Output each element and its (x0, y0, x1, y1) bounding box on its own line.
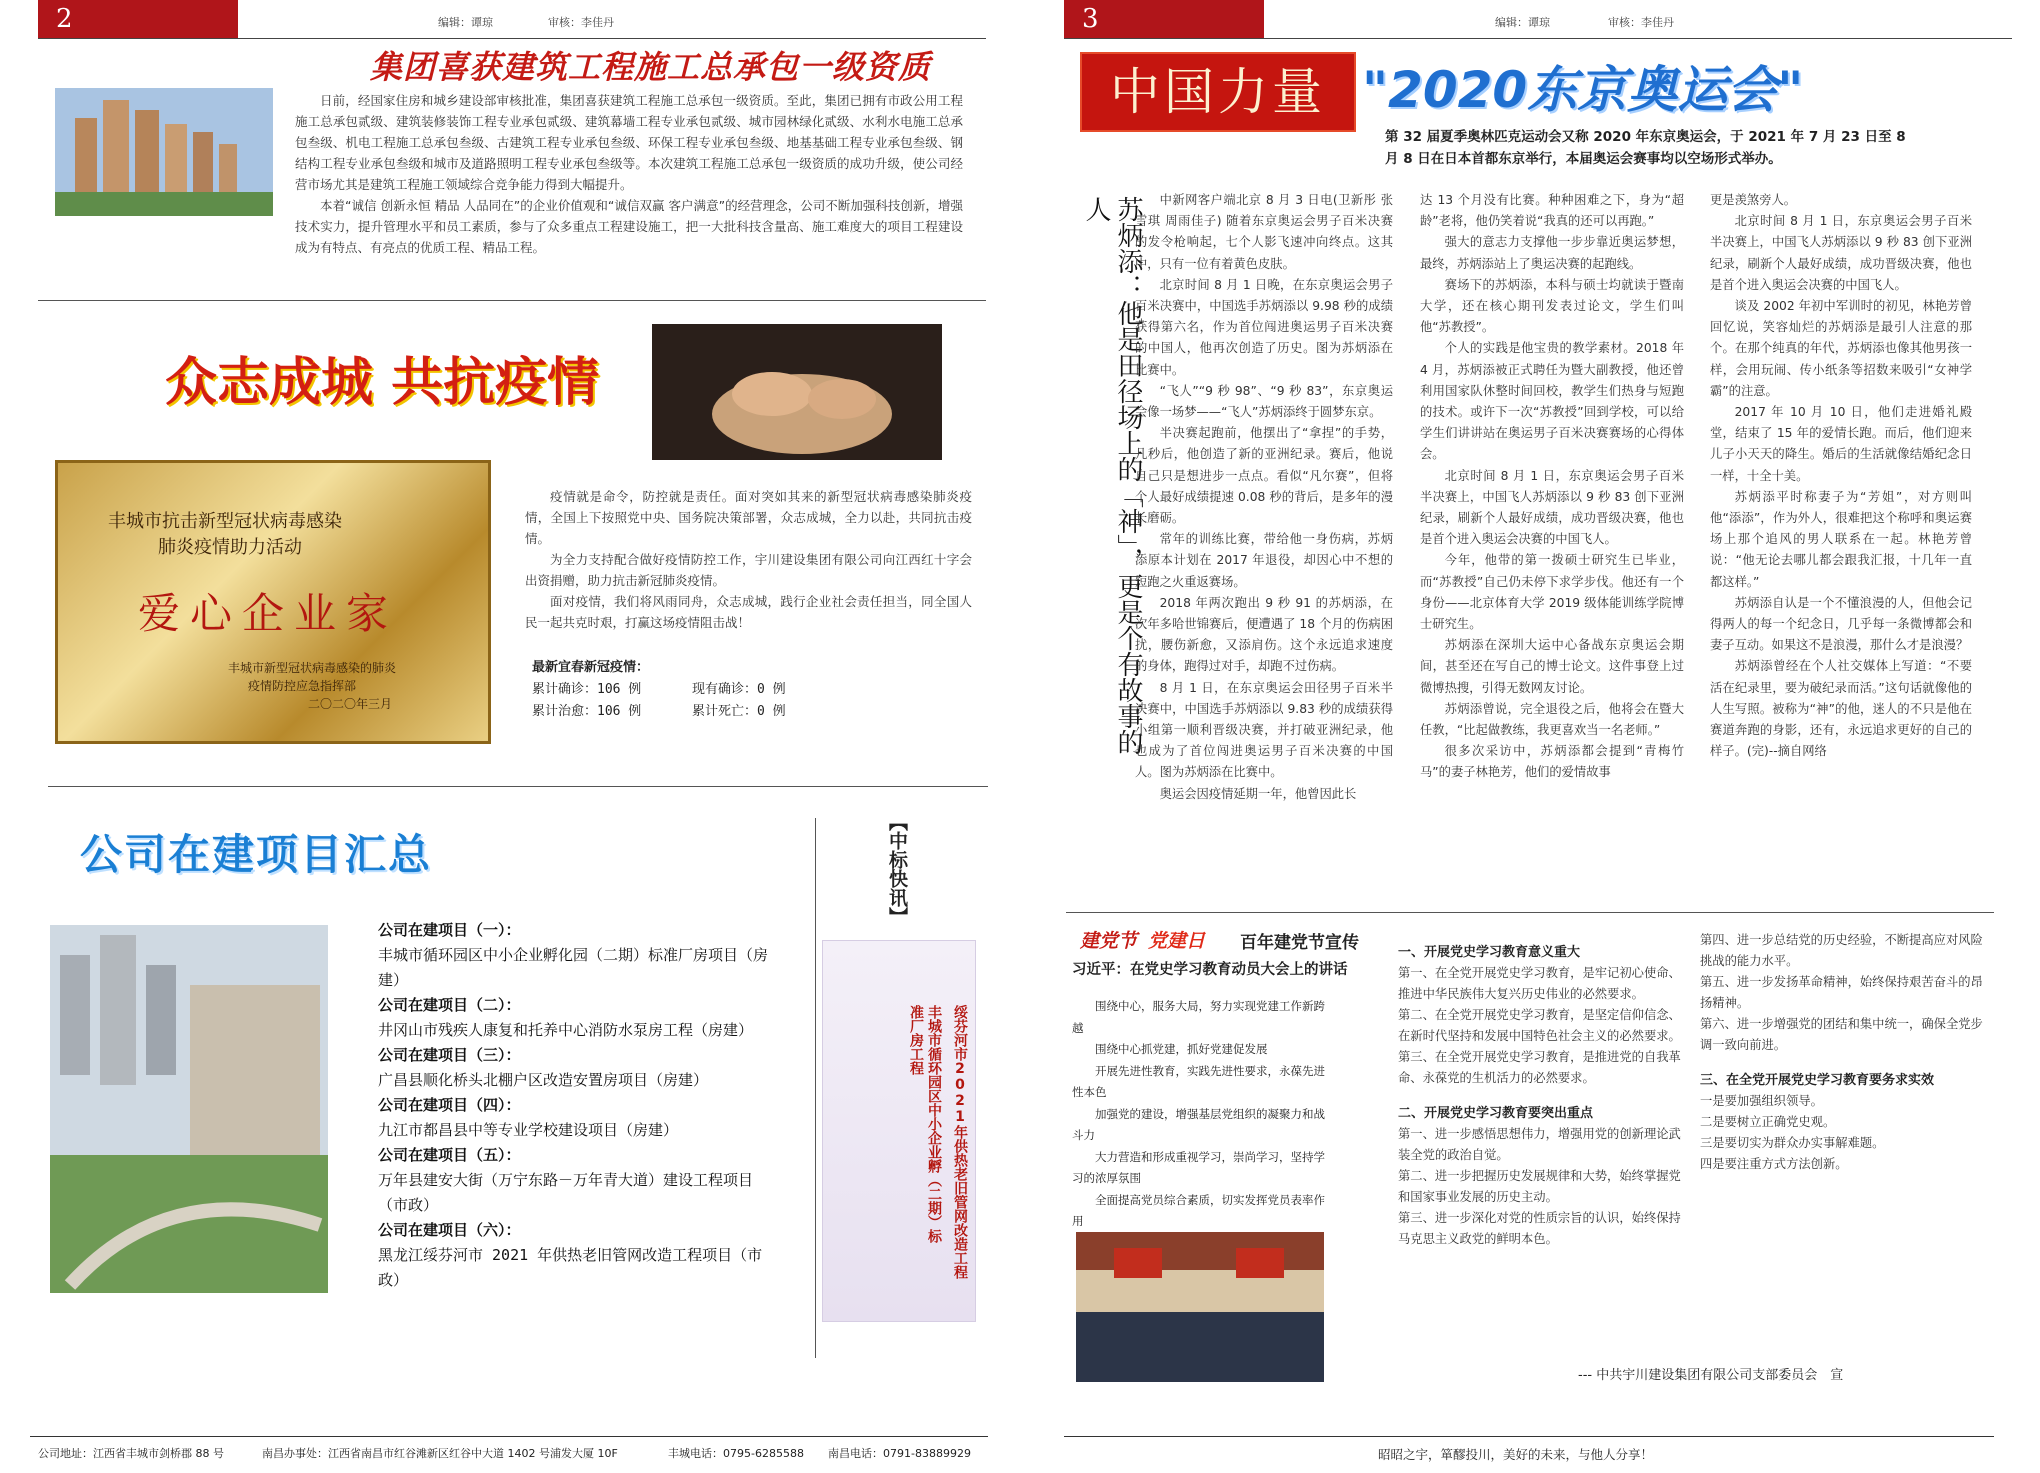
bid-news-box (822, 940, 976, 1322)
certificate-issuer: 疫情防控应急指挥部 (248, 679, 357, 693)
article-paragraph: 北京时间 8 月 1 日，东京奥运会男子百米半决赛上，中国飞人苏炳添以 9 秒 83 创下亚洲纪录，刷新个人最好成绩，成功晋级决赛，他也是首个进入奥运会决赛的中国飞人。 (1420, 468, 1684, 547)
certificate-issuer: 丰城市新型冠状病毒感染的肺炎 (228, 661, 397, 675)
project-body: 九江市都昌县中等专业学校建设项目（房建） (378, 1121, 679, 1139)
article-paragraph: 个人的实践是他宝贵的教学素材。2018 年 4 月，苏炳添被正式聘任为暨大副教授，他还曾利用国家队休整时间回校，教学生们热身与短跑的技术。或许下一次“苏教授”回到学校，可以给学生们讲讲站在奥运男子百米决赛赛场的心得体会。 (1420, 341, 1684, 462)
slogan-line: 全面提高党员综合素质，切实发挥党员表率作用 (1072, 1192, 1325, 1228)
bid-divider (815, 818, 816, 1358)
article-paragraph: 今年，他带的第一拨硕士研究生已毕业，而“苏教授”自己仍未停下求学步伐。他还有一个身份——北京体育大学 2019 级体能训练学院博士研究生。 (1420, 553, 1684, 632)
article-paragraph: 强大的意志力支撑他一步步靠近奥运梦想，最终，苏炳添站上了奥运决赛的起跑线。 (1420, 235, 1684, 271)
header-rule-right (1064, 38, 2012, 39)
article-paragraph: 很多次采访中，苏炳添都会提到“青梅竹马”的妻子林艳芳，他们的爱情故事 (1420, 744, 1684, 780)
article-paragraph: 谈及 2002 年初中军训时的初见，林艳芳曾回忆说，笑容灿烂的苏炳添是最引人注意的那个。在那个纯真的年代，苏炳添也像其他男孩一样，会用玩闹、传小纸条等招数来吸引“女神学霸”的注意。 (1710, 299, 1972, 398)
article-column-2 (1420, 190, 1684, 784)
footer-slogan: 昭昭之宇，箪醪投川，美好的未来，与他人分享！ (1378, 1447, 1654, 1462)
qualification-body (295, 90, 963, 258)
project-body: 万年县建安大街（万宁东路－万年青大道）建设工程项目 （市政） (378, 1171, 754, 1214)
article-paragraph: 更是羡煞旁人。 (1710, 193, 1797, 207)
party-signature: --- 中共宇川建设集团有限公司支部委员会 宣 (1578, 1368, 1844, 1383)
building-photo (55, 88, 273, 216)
epidemic-paragraph: 疫情就是命令，防控就是责任。面对突如其来的新型冠状病毒感染肺炎疫情，全国上下按照党中央、国务院决策部署，众志成城，全力以赴，共同抗击疫情。 (525, 489, 972, 546)
speech-col-2 (1700, 930, 1988, 1175)
article-paragraph: 达 13 个月没有比赛。种种困难之下，身为“超龄”老将，他仍笑着说“我真的还可以再跑。” (1420, 193, 1684, 229)
bid-item: 丰城市循环园区中小企业孵（二期）标准厂房工程 (908, 1005, 942, 1243)
projects-title: 公司在建项目汇总 (80, 830, 433, 879)
slogan-line: 围绕中心抓党建，抓好党建促发展 (1095, 1042, 1268, 1056)
article-column-3 (1710, 190, 1972, 762)
footer-phone: 南昌电话：0791-83889929 (828, 1447, 971, 1460)
certificate-line1: 丰城市抗击新型冠状病毒感染 (108, 511, 342, 532)
slogan-line: 开展先进性教育，实践先进性要求，永葆先进性本色 (1072, 1063, 1325, 1099)
speech-point: 二是要树立正确党史观。 (1700, 1115, 1836, 1129)
editor-label: 编辑：谭琼 (438, 16, 493, 29)
slogan-line: 围绕中心，服务大局，努力实现党建工作新跨越 (1072, 999, 1325, 1035)
article-paragraph: 2017 年 10 月 10 日，他们走进婚礼殿堂，结束了 15 年的爱情长跑。而后，他们迎来儿子小天天的降生。婚后的生活就像结婚纪念日一样，十全十美。 (1710, 405, 1972, 483)
qualification-paragraph: 本着“诚信 创新永恒 精品 人品同在”的企业价值观和“诚信双赢 客户满意”的经营理念，公司不断加强科技创新，增强技术实力，提升管理水平和员工素质，参与了众多重点工程建设施工，把一大批科技含量高、施工难度大的项目工程建设成为有特点、有亮点的优质工程、精品工程。 (295, 198, 963, 255)
reviewer-label: 审核：李佳丹 (1608, 16, 1674, 29)
speech-point: 三是要切实为群众办实事解难题。 (1700, 1136, 1885, 1150)
speech-point: 第六、进一步增强党的团结和集中统一，确保全党步调一致向前进。 (1700, 1017, 1983, 1052)
qualification-paragraph: 日前，经国家住房和城乡建设部审核批准，集团喜获建筑工程施工总承包一级资质。至此，集团已拥有市政公用工程施工总承包贰级、建筑装修装饰工程专业承包贰级、建筑幕墙工程专业承包贰级、城市园林绿化贰级、水利水电施工总承包叁级、机电工程施工总承包叁级、古建筑工程专业承包叁级、环保工程专业承包叁级、地基基础工程专业承包叁级、钢结构工程专业承包叁级和城市及道路照明工程专业承包叁级等。本次建筑工程施工总承包一级资质的成功升级，使公司经营市场尤其是建筑工程施工领域综合竞争能力得到大幅提升。 (295, 93, 963, 192)
footer-office: 南昌办事处：江西省南昌市红谷滩新区红谷中大道 1402 号浦发大厦 10F (262, 1447, 618, 1460)
speech-point: 第三、在全党开展党史学习教育，是推进党的自我革命、永葆党的生机活力的必然要求。 (1398, 1050, 1681, 1085)
section-heading: 二、开展党史学习教育要突出重点 (1398, 1106, 1594, 1121)
article-paragraph: 常年的训练比赛，带给他一身伤病，苏炳添原本计划在 2017 年退役，却因心中不想的短跑之火重返赛场。 (1135, 532, 1393, 589)
construction-photo (50, 925, 328, 1293)
olympics-intro: 第 32 届夏季奥林匹克运动会又称 2020 年东京奥运会，于 2021 年 7 月 23 日至 8 月 8 日在日本首都东京举行，本届奥运会赛事均以空场形式举办。 (1385, 129, 1906, 167)
olympics-title: "2020东京奥运会" (1362, 61, 1804, 119)
speech-point: 第二、在全党开展党史学习教育，是坚定信仰信念、在新时代坚持和发展中国特色社会主义的必然要求。 (1398, 1008, 1681, 1043)
article-paragraph: 苏炳添曾说，完全退役之后，他将会在暨大任教，“比起做教练，我更喜欢当一名老师。” (1420, 701, 1684, 738)
footer-phone: 丰城电话：0795-6285588 (668, 1447, 804, 1460)
speech-point: 第三、进一步深化对党的性质宗旨的认识，始终保持马克思主义政党的鲜明本色。 (1398, 1211, 1681, 1246)
page-number-right: 3 (1064, 0, 1264, 38)
epidemic-paragraph: 为全力支持配合做好疫情防控工作，宇川建设集团有限公司向江西红十字会出资捐赠，助力抗击新冠肺炎疫情。 (525, 552, 972, 588)
footer-rule-right (1064, 1436, 1994, 1437)
speech-col-1 (1398, 942, 1684, 1250)
article-paragraph: 苏炳添在深圳大运中心备战东京奥运会期间，甚至还在写自己的博士论文。这件事登上过微博热搜，引得无数网友讨论。 (1420, 638, 1684, 695)
speech-point: 第四、进一步总结党的历史经验，不断提高应对风险挑战的能力水平。 (1700, 933, 1983, 968)
project-body: 广昌县顺化桥头北棚户区改造安置房项目（房建） (378, 1071, 709, 1089)
slogan-line: 大力营造和形成重视学习，崇尚学习，坚持学习的浓厚氛围 (1072, 1149, 1325, 1185)
article-headline: 苏炳添：他是田径场上的「神」，更是个有故事的人 (1081, 196, 1143, 755)
footer-rule-left (30, 1436, 988, 1437)
speech-point: 四是要注重方式方法创新。 (1700, 1157, 1848, 1171)
reviewer-label: 审核：李佳丹 (548, 16, 614, 29)
speech-title: 习近平：在党史学习教育动员大会上的讲话 (1072, 962, 1348, 978)
article-paragraph: 2018 年两次跑出 9 秒 91 的苏炳添，在次年多哈世锦赛后，便遭遇了 18 个月的伤病困扰，腰伤新愈，又添肩伤。这个永远追求速度的身体，跑得过对手，却跑不过伤病。 (1135, 595, 1393, 674)
covid-stat: 累计确诊：106 例 (532, 682, 642, 697)
article-paragraph: 赛场下的苏炳添，本科与硕士均就读于暨南大学，还在核心期刊发表过论文，学生们叫他“苏教授”。 (1420, 277, 1684, 335)
certificate-date: 二〇二〇年三月 (308, 697, 393, 711)
project-head: 公司在建项目（五）： (378, 1146, 521, 1164)
section-divider (1066, 912, 1994, 913)
slogans-block (1072, 996, 1330, 1233)
project-head: 公司在建项目（四）： (378, 1096, 521, 1114)
slogan-line: 加强党的建设，增强基层党组织的凝聚力和战斗力 (1072, 1106, 1325, 1142)
speech-point: 第五、进一步发扬革命精神，始终保持艰苦奋斗的昂扬精神。 (1700, 975, 1983, 1010)
projects-list (378, 918, 780, 1293)
covid-stat: 现有确诊：0 例 (692, 682, 786, 697)
article-column-1 (1135, 190, 1393, 805)
donation-certificate (55, 460, 491, 744)
bid-news-title: 【中标快讯】 (886, 812, 908, 926)
project-body: 黑龙江绥芬河市 2021 年供热老旧管网改造工程项目（市政） (378, 1246, 763, 1289)
section-divider (48, 786, 988, 787)
project-head: 公司在建项目（三）： (378, 1046, 521, 1064)
covid-stat: 累计治愈：106 例 (532, 704, 642, 719)
editor-label: 编辑：谭琼 (1495, 16, 1550, 29)
article-paragraph: “飞人”“9 秒 98”、“9 秒 83”，东京奥运会像一场梦——“飞人”苏炳添终于圆梦东京。 (1135, 383, 1393, 420)
covid-stats-title: 最新宜春新冠疫情： (532, 660, 650, 675)
certificate-award: 爱心企业家 (138, 589, 399, 638)
party-building-tag: 党建日 (1148, 930, 1206, 952)
epidemic-title: 众志成城 共抗疫情 (165, 353, 600, 413)
party-day-tag: 建党节 (1080, 930, 1138, 952)
page-number-left: 2 (38, 0, 238, 38)
hands-photo (652, 324, 942, 460)
speech-point: 第一、进一步感悟思想伟力，增强用党的创新理论武装全党的政治自觉。 (1398, 1127, 1681, 1162)
section-divider (38, 300, 986, 301)
footer-address: 公司地址：江西省丰城市剑桥郡 88 号 (38, 1447, 224, 1460)
epidemic-paragraph: 面对疫情，我们将风雨同舟，众志成城，践行企业社会责任担当，同全国人民一起共克时艰，打赢这场疫情阻击战！ (525, 594, 972, 630)
covid-stat: 累计死亡：0 例 (692, 704, 786, 719)
meeting-photo (1076, 1232, 1324, 1382)
project-body: 井冈山市残疾人康复和托养中心消防水泵房工程（房建） (378, 1021, 754, 1039)
epidemic-body (525, 486, 972, 633)
certificate-line2: 肺炎疫情助力活动 (158, 537, 302, 558)
article-paragraph: 奥运会因疫情延期一年，他曾因此长 (1159, 786, 1357, 801)
china-power-banner: 中国力量 (1080, 52, 1356, 132)
article-paragraph: 中新网客户端北京 8 月 3 日电(卫新彤 张雪琪 周雨佳子) 随着东京奥运会男子百米决赛的发令枪响起，七个人影飞速冲向终点。这其中，只有一位有着黄色皮肤。 (1135, 193, 1393, 271)
header-rule-left (38, 38, 986, 39)
article-paragraph: 北京时间 8 月 1 日晚，在东京奥运会男子百米决赛中，中国选手苏炳添以 9.98 秒的成绩获得第六名，作为首位闯进奥运男子百米决赛的中国人，他再次创造了历史。图为苏炳添在比赛中。 (1135, 277, 1393, 377)
project-body: 丰城市循环园区中小企业孵化园（二期）标准厂房项目（房建） (378, 946, 769, 989)
section-heading: 三、在全党开展党史学习教育要务求实效 (1700, 1073, 1935, 1088)
article-paragraph: 北京时间 8 月 1 日，东京奥运会男子百米半决赛上，中国飞人苏炳添以 9 秒 83 创下亚洲纪录，刷新个人最好成绩，成功晋级决赛，他也是首个进入奥运会决赛的中国飞人。 (1710, 214, 1972, 292)
article-paragraph: 苏炳添自认是一个不懂浪漫的人，但他会记得两人的每一个纪念日，几乎每一条微博都会和妻子互动。如果这不是浪漫，那什么才是浪漫？ (1710, 595, 1972, 653)
centenary-tag: 百年建党节宣传 (1240, 933, 1359, 953)
bid-item: 绥芬河市2021年供热老旧管网改造工程 (952, 1005, 968, 1279)
article-paragraph: 半决赛起跑前，他摆出了“拿捏”的手势，几秒后，他创造了新的亚洲纪录。赛后，他说自己只是想进步一点点。看似“凡尔赛”，但将个人最好成绩提速 0.08 秒的背后，是多年的漫长磨砺。 (1135, 426, 1393, 526)
project-head: 公司在建项目（一）： (378, 921, 521, 939)
project-head: 公司在建项目（六）： (378, 1221, 521, 1239)
article-paragraph: 8 月 1 日，在东京奥运会田径男子百米半决赛中，中国选手苏炳添以 9.83 秒的成绩获得小组第一顺利晋级决赛，并打破亚洲纪录，他也成为了首位闯进奥运男子百米决赛的中国人。图为苏炳添在比赛中。 (1135, 680, 1393, 780)
article-paragraph: 苏炳添平时称妻子为“芳姐”，对方则叫他“添添”，作为外人，很难把这个称呼和奥运赛场上那个追风的男人联系在一起。林艳芳曾说：“他无论去哪儿都会跟我汇报，十几年一直都这样。” (1710, 489, 1972, 589)
section-heading: 一、开展党史学习教育意义重大 (1398, 945, 1581, 960)
speech-point: 一是要加强组织领导。 (1700, 1094, 1823, 1108)
speech-point: 第二、进一步把握历史发展规律和大势，始终掌握党和国家事业发展的历史主动。 (1398, 1169, 1681, 1204)
article-paragraph: 苏炳添曾经在个人社交媒体上写道：“不要活在纪录里，要为破纪录而活。”这句话就像他的人生写照。被称为“神”的他，迷人的不只是他在赛道奔跑的身影，还有，永远追求更好的自己的样子。(完)--摘自网络 (1710, 659, 1972, 759)
speech-point: 第一、在全党开展党史学习教育，是牢记初心使命、推进中华民族伟大复兴历史伟业的必然要求。 (1398, 966, 1681, 1001)
qualification-title: 集团喜获建筑工程施工总承包一级资质 (370, 48, 932, 86)
project-head: 公司在建项目（二）： (378, 996, 521, 1014)
